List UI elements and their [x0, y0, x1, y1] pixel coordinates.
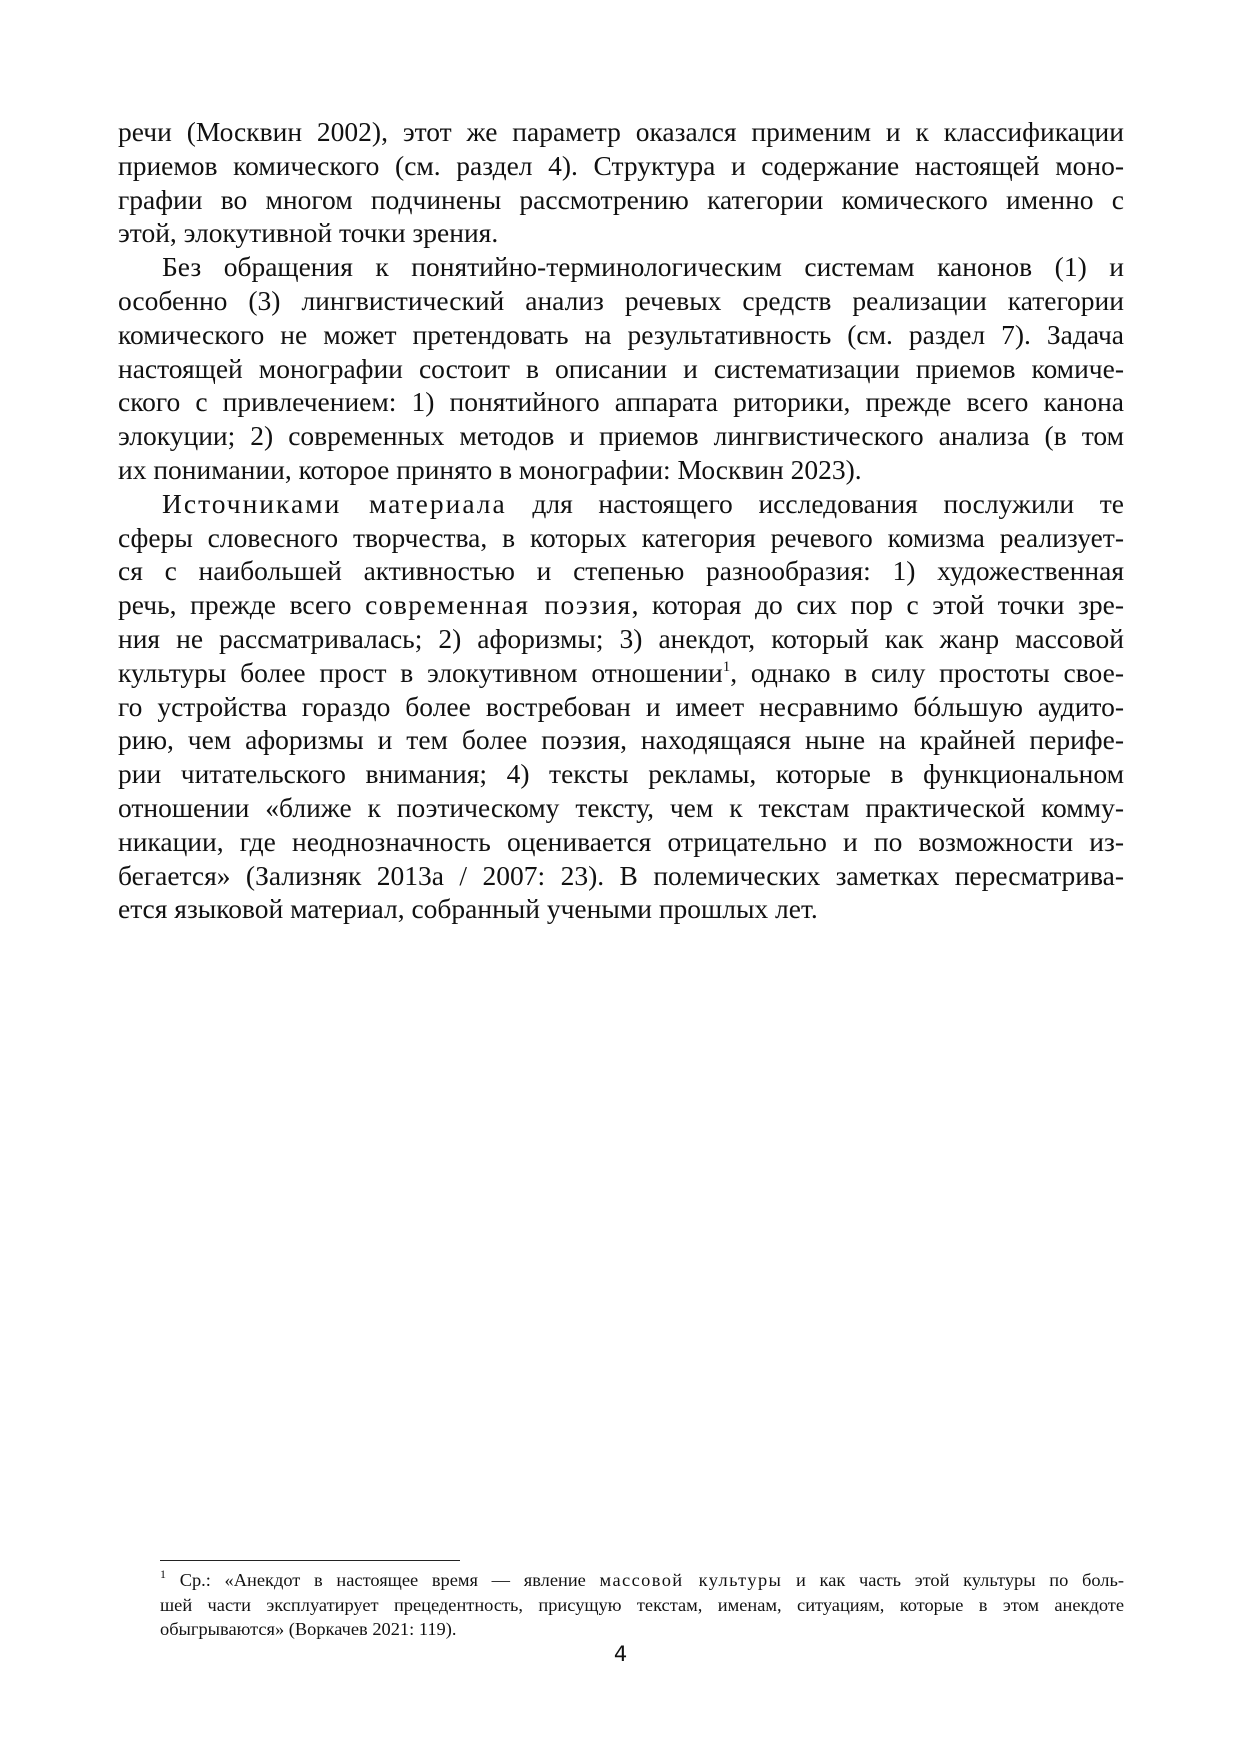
main-text [118, 115, 1124, 926]
footnote-spaced-text: массовой культуры [599, 1570, 783, 1590]
paragraph-1 [118, 115, 1124, 250]
text-line: графии во многом подчинены рассмотрению категории комического именно с [118, 183, 1124, 215]
page-number: 4 [613, 1642, 628, 1666]
text-line: приемов комического (см. раздел 4). Структура и содержание настоящей моно- [118, 149, 1124, 181]
text-line: бегается» (Зализняк 2013а / 2007: 23). В полемических заметках пересматрива- [118, 859, 1124, 891]
text-line: сферы словесного творчества, в которых категория речевого комизма реализует- [118, 521, 1124, 553]
spaced-emphasis-text: современная поэзия [365, 589, 632, 621]
text-line: элокуции; 2) современных методов и приемов лингвистического анализа (в том [118, 420, 1124, 452]
text-line: этой, элокутивной точки зрения. [118, 217, 499, 249]
footnote-text: и как часть этой культуры по боль- [782, 1570, 1125, 1590]
text-line: ния не рассматривалась; 2) афоризмы; 3) анекдот, который как жанр массовой [118, 622, 1124, 654]
footnote-reference[interactable]: 1 [722, 658, 731, 675]
line-continuation: для настоящего исследования послужили те [506, 487, 1124, 519]
text-line: ся с наибольшей активностью и степенью разнообразия: 1) художественная [118, 555, 1124, 587]
text-line: никации, где неоднозначность оценивается отрицательно и по возможности из- [118, 825, 1124, 857]
text-line: рии читательского внимания; 4) тексты рекламы, которые в функциональном [118, 758, 1124, 790]
footnote-mark: 1 [160, 1567, 166, 1581]
text-line: ется языковой материал, собранный учеными прошлых лет. [118, 893, 818, 925]
text-line: комического не может претендовать на результативность (см. раздел 7). Задача [118, 318, 1124, 350]
paragraph-2 [118, 250, 1124, 487]
footnote [160, 1568, 1124, 1642]
footnote-line: шей части эксплуатирует прецедентность, присущую текстам, именам, ситуациям, которые в этом анекдоте [160, 1594, 1124, 1615]
text-line: настоящей монографии состоит в описании и систематизации приемов комиче- [118, 352, 1124, 384]
text-line: Без обращения к понятийно-терминологическим системам канонов (1) и [162, 251, 1124, 283]
text-line: го устройства гораздо более востребован и имеет несравнимо бóльшую аудито- [118, 690, 1124, 722]
text-line [118, 588, 1124, 622]
text-line: особенно (3) лингвистический анализ речевых средств реализации категории [118, 284, 1124, 316]
line-part: речь, прежде всего [118, 589, 366, 621]
line-part: культуры более прост в элокутивном отношении [118, 656, 723, 688]
footnote-line [160, 1568, 1124, 1593]
line-part: , однако в силу простоты свое- [730, 656, 1124, 688]
line-part: , которая до сих пор с этой точки зре- [631, 589, 1124, 621]
spaced-lead-text: Источниками материала [162, 487, 507, 519]
text-line [118, 487, 1124, 521]
footnote-line: обыгрываются» (Воркачев 2021: 119). [160, 1619, 457, 1639]
paragraph-3 [118, 487, 1124, 926]
text-line: отношении «ближе к поэтическому тексту, чем к текстам практической комму- [118, 791, 1124, 823]
text-line: речи (Москвин 2002), этот же параметр оказался применим и к классификации [118, 116, 1124, 147]
text-line: ского с привлечением: 1) понятийного аппарата риторики, прежде всего канона [118, 386, 1124, 418]
footnote-separator [160, 1560, 460, 1561]
text-line: рию, чем афоризмы и тем более поэзия, находящаяся ныне на крайней перифе- [118, 724, 1124, 756]
text-line [118, 656, 1124, 690]
footnote-text: Ср.: «Анекдот в настоящее время — явление [166, 1570, 600, 1590]
text-line: их понимании, которое принято в монографии: Москвин 2023). [118, 453, 862, 485]
